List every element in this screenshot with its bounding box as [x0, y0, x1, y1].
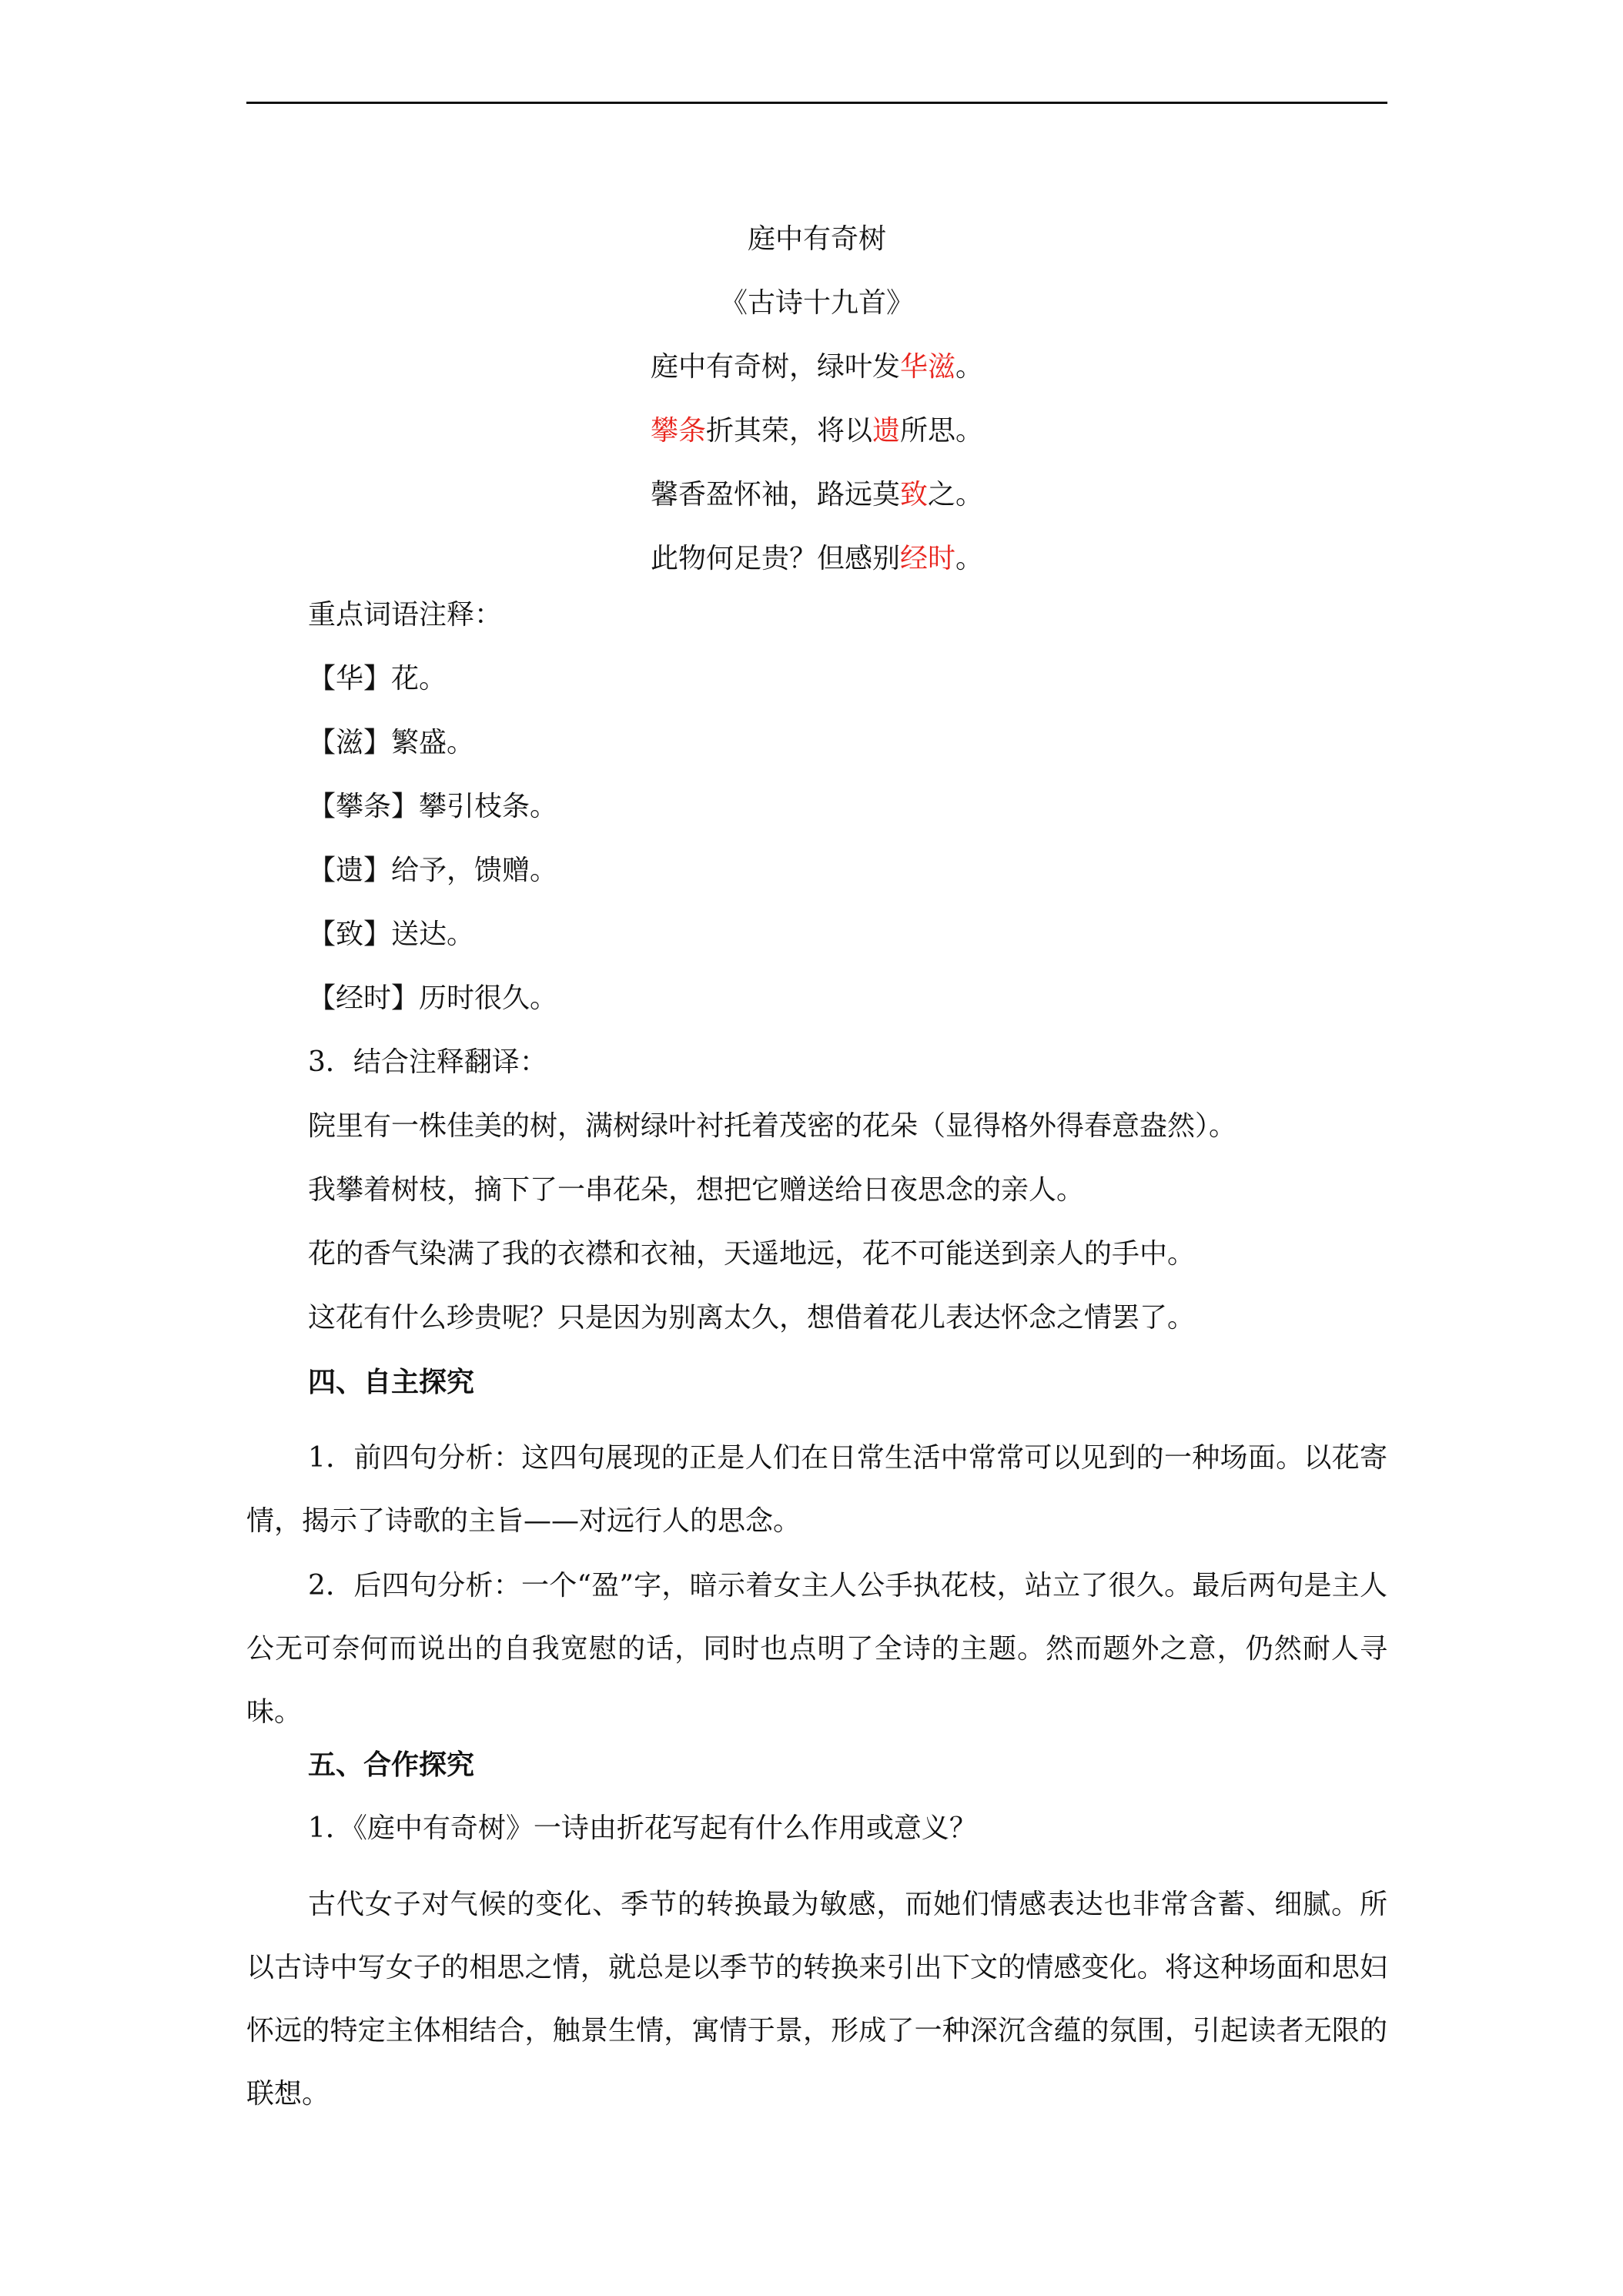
poem-source: 《古诗十九首》 [719, 287, 914, 319]
translation-line: 院里有一株佳美的树，满树绿叶衬托着茂密的花朵（显得格外得春意盎然）。 [308, 1110, 1237, 1142]
highlighted-word: 遗 [872, 415, 901, 447]
poem-line-4 [246, 540, 1387, 578]
annotation-item: 【致】送达。 [308, 919, 475, 950]
annotation-item: 【华】花。 [308, 663, 447, 694]
translation-line: 我攀着树枝，摘下了一串花朵，想把它赠送给日夜思念的亲人。 [308, 1174, 1085, 1206]
highlighted-word: 致 [899, 479, 928, 510]
annotation-item: 【滋】繁盛。 [308, 727, 475, 758]
poem-text: 折其荣，将以 [705, 415, 872, 447]
annotation-item: 【经时】历时很久。 [308, 982, 558, 1014]
header-rule [246, 102, 1387, 104]
section4-paragraph-1: 1．前四句分析：这四句展现的正是人们在日常生活中常常可以见到的一种场面。以花寄情，揭示了诗歌的主旨——对远行人的思念。 [246, 1442, 1387, 1537]
poem-text: 。 [955, 351, 984, 383]
section5-answer: 古代女子对气候的变化、季节的转换最为敏感，而她们情感表达也非常含蓄、细腻。所以古诗中写女子的相思之情，就总是以季节的转换来引出下文的情感变化。将这种场面和思妇怀远的特定主体相结合，触景生情，寓情于景，形成了一种深沉含蕴的氛围，引起读者无限的联想。 [246, 1889, 1387, 2110]
poem-line-3 [246, 476, 1387, 514]
section5-heading: 五、合作探究 [308, 1749, 475, 1781]
highlighted-word: 华滋 [899, 351, 955, 383]
highlighted-word: 经时 [899, 543, 955, 574]
annotation-item: 【攀条】攀引枝条。 [308, 791, 558, 822]
highlighted-word: 攀条 [650, 415, 706, 447]
translation-line: 花的香气染满了我的衣襟和衣袖，天遥地远，花不可能送到亲人的手中。 [308, 1238, 1196, 1270]
poem-text: 。 [955, 543, 984, 574]
section4-heading: 四、自主探究 [308, 1366, 475, 1398]
poem-text: 馨香盈怀袖，路远莫 [650, 479, 900, 510]
section5-question: 1．《庭中有奇树》一诗由折花写起有什么作用或意义？ [308, 1812, 977, 1844]
translation-heading: 3．结合注释翻译： [308, 1046, 547, 1078]
poem-text: 之。 [928, 479, 984, 510]
annotation-item: 【遗】给予，馈赠。 [308, 855, 558, 886]
poem-line-2 [246, 412, 1387, 450]
annotations-heading: 重点词语注释： [308, 599, 503, 631]
poem-title: 庭中有奇树 [747, 223, 886, 255]
poem-text: 此物何足贵？但感别 [650, 543, 900, 574]
poem-text: 庭中有奇树，绿叶发 [650, 351, 900, 383]
translation-line: 这花有什么珍贵呢？只是因为别离太久，想借着花儿表达怀念之情罢了。 [308, 1302, 1196, 1334]
section4-paragraph-2: 2．后四句分析：一个“盈”字，暗示着女主人公手执花枝，站立了很久。最后两句是主人公无可奈何而说出的自我宽慰的话，同时也点明了全诗的主题。然而题外之意，仍然耐人寻味。 [246, 1570, 1387, 1728]
poem-line-1 [246, 348, 1387, 387]
poem-text: 所思。 [900, 415, 984, 447]
